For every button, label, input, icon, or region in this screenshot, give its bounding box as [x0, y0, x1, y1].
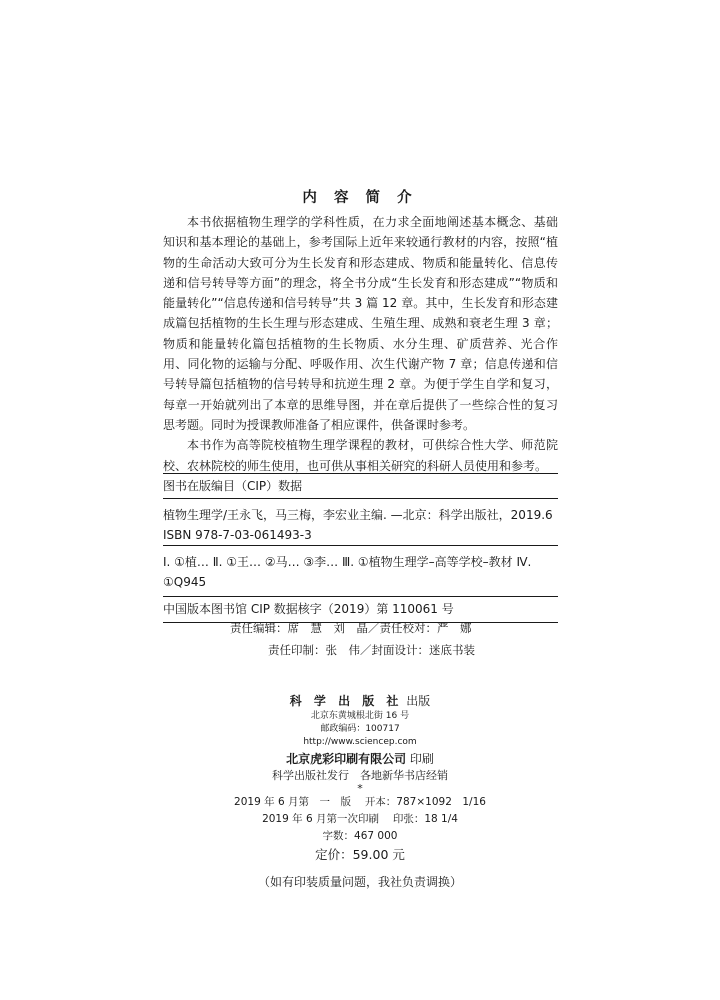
cip-block [163, 473, 558, 623]
edition-text: 2019 年 6 月第 一 版 [234, 796, 351, 808]
publisher-address: 北京东黄城根北街 16 号 [310, 711, 410, 721]
editors-line-2: 责任印制：张 伟／封面设计：迷底书装 [268, 643, 475, 657]
publisher-suffix: 出版 [406, 694, 431, 708]
publisher-website: http://www.sciencep.com [303, 737, 417, 747]
publisher-name: 科 学 出 版 社 [289, 694, 403, 708]
format-text: 开本：787×1092 1/16 [364, 796, 486, 808]
cip-subject-headings: Ⅰ. ①植… Ⅱ. ①王… ②马… ③李… Ⅲ. ①植物生理学–高等学校–教材 Ⅳ. ①Q945 [163, 555, 532, 589]
distribution-line: 科学出版社发行 各地新华书店经销 [272, 769, 448, 782]
cip-isbn: ISBN 978-7-03-061493-3 [163, 528, 312, 542]
summary-paragraph-2: 本书作为高等院校植物生理学课程的教材，可供综合性大学、师范院校、农林院校的师生使用，也可供从事相关研究的科研人员使用和参考。 [163, 438, 558, 473]
summary-text [163, 212, 558, 476]
price: 定价：59.00 元 [315, 847, 405, 862]
cip-bibliographic-line: 植物生理学/王永飞，马三梅，李宏业主编. —北京：科学出版社，2019.6 [163, 508, 553, 522]
printing-line [0, 811, 720, 828]
publication-block [0, 692, 720, 891]
cip-number: 中国版本图书馆 CIP 数据核字（2019）第 110061 号 [163, 602, 454, 616]
quality-notice: （如有印装质量问题，我社负责调换） [257, 875, 462, 889]
separator-star: * [357, 782, 363, 795]
printer-suffix: 印刷 [409, 752, 434, 766]
printer-line [0, 750, 720, 768]
publisher-postcode: 邮政编码：100717 [320, 724, 400, 734]
cip-heading: 图书在版编目（CIP）数据 [163, 479, 303, 493]
printer-name: 北京虎彩印刷有限公司 [286, 752, 407, 766]
printing-text: 2019 年 6 月第一次印刷 [262, 813, 379, 825]
summary-paragraph-1: 本书依据植物生理学的学科性质，在力求全面地阐述基本概念、基础知识和基本理论的基础上，参考国际上近年来较通行教材的内容，按照“植物的生命活动大致可分为生长发育和形态建成、物质和能量转化、信息传递和信号转导等方面”的理念，将全书分成“生长发育和形态建成”“物质和能量转化”“信息传递和信号转导”共 3 篇 12 章。其中，生长发育和形态建成篇包括植物的生长生理与形态建成、生殖生理、成熟和衰老生理 3 章；物质和能量转化篇包括植物的生长物质、水分生理、矿质营养、光合作用、同化物的运输与分配、呼吸作用、次生代谢产物 7 章；信息传递和信号转导篇包括植物的信号转导和抗逆生理 2 章。为便于学生自学和复习，每章一开始就列出了本章的思维导图，并在章后提供了一些综合性的复习思考题。同时为授课教师准备了相应课件，供备课时参考。 [163, 215, 558, 432]
edition-line [0, 794, 720, 811]
editors-block [230, 617, 550, 661]
sheets-text: 印张：18 1/4 [392, 813, 458, 825]
summary-title: 内 容 简 介 [302, 190, 418, 206]
publisher-line [0, 692, 720, 710]
word-count: 字数：467 000 [322, 830, 398, 842]
editors-line-1: 责任编辑：席 慧 刘 晶／责任校对：严 娜 [230, 621, 472, 635]
